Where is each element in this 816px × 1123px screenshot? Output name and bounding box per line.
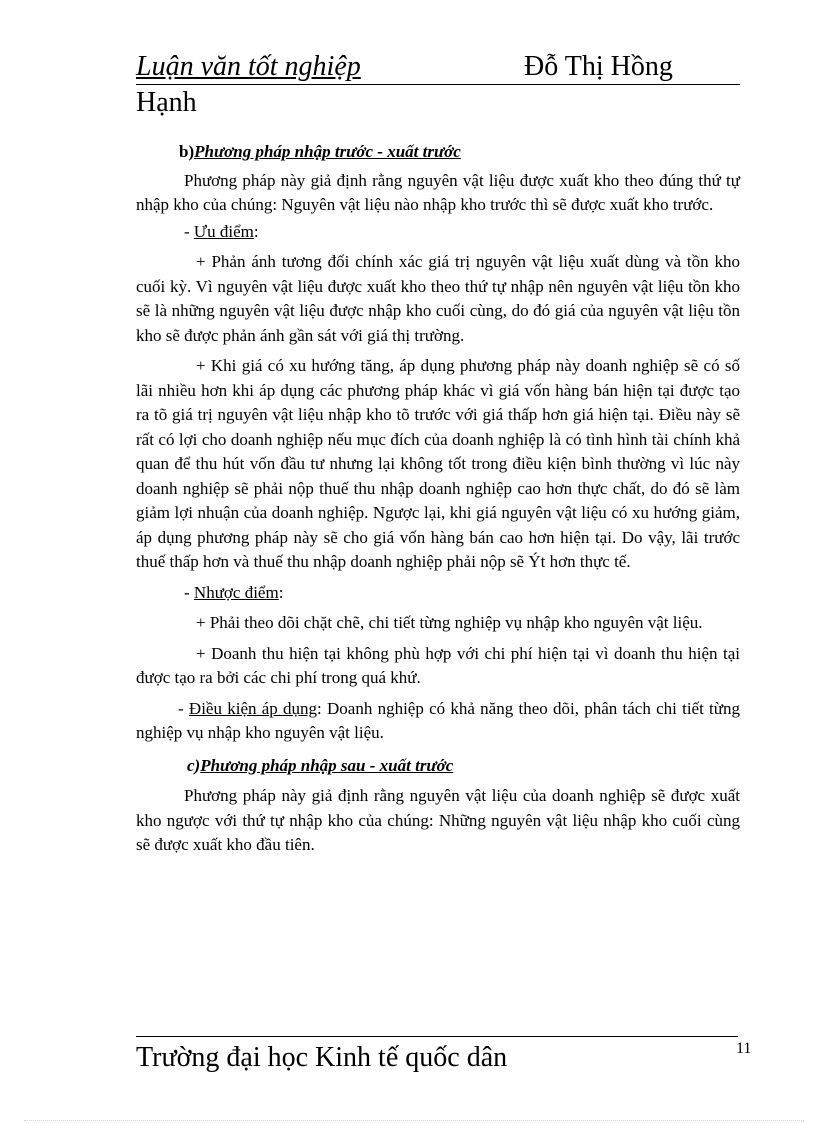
section-b-heading	[136, 140, 740, 165]
advantages-dash: -	[184, 221, 194, 241]
conditions-paragraph	[136, 697, 740, 746]
footer-divider	[136, 1036, 738, 1037]
advantages-label-text: Ưu điểm	[193, 221, 254, 241]
page-body	[136, 140, 740, 858]
section-c-prefix: c)	[187, 755, 201, 775]
author-name: Đỗ Thị Hồng	[524, 51, 673, 82]
conditions-text: : Doanh nghiệp có khả năng theo dõi, phân tách chi tiết từng nghiệp vụ nhập kho nguyên vật liệu.	[136, 698, 740, 742]
author-name-continued: Hạnh	[136, 87, 197, 118]
page-edge-dots	[24, 1120, 804, 1121]
advantages-colon: :	[253, 221, 259, 241]
disadvantages-colon: :	[278, 582, 284, 602]
disadvantage-1: + Phải theo dõi chặt chẽ, chi tiết từng nghiệp vụ nhập kho nguyên vật liệu.	[196, 613, 703, 632]
section-c-intro: Phương pháp này giả định rằng nguyên vật liệu của doanh nghiệp sẽ được xuất kho ngược với thứ tự nhập kho của chúng: Những nguyên vật liệu nhập kho cuối cùng sẽ được xuất kho đầu tiên.	[136, 786, 740, 854]
section-c-title: Phương pháp nhập sau - xuất trước	[200, 755, 454, 775]
advantages-label	[136, 220, 740, 245]
disadvantages-dash: -	[184, 582, 194, 602]
advantage-2: + Khi giá có xu hướng tăng, áp dụng phương pháp này doanh nghiệp sẽ có số lãi nhiều hơn khi áp dụng các phương pháp khác vì giá vốn hàng bán hiện tại được tạo ra tõ giá trị nguyên vật liệu nhập kho tõ trước với giá thấp hơn giá hiện tại. Điều này sẽ rất có lợi cho doanh nghiệp nếu mục đích của doanh nghiệp là có tình hình tài chính khả quan để thu hút vốn đầu tư nhưng lại không tốt trong điều kiện bình thường vì lúc này doanh nghiệp sẽ phải nộp thuế thu nhập doanh nghiệp cao hơn thực chất, do đó sẽ làm giảm lợi nhuận của doanh nghiệp. Ngược lại, khi giá nguyên vật liệu có xu hướng giảm, áp dụng phương pháp này sẽ cho giá vốn hàng bán cao hơn hiện tại. Do vậy, lãi trước thuế thấp hơn và thuế thu nhập doanh nghiệp phải nộp sẽ Ýt hơn thực tế.	[136, 356, 740, 571]
disadvantages-label-text: Nhược điểm	[193, 582, 279, 602]
page-header	[136, 48, 740, 85]
disadvantages-label	[136, 581, 740, 606]
section-b-title: Phương pháp nhập trước - xuất trước	[194, 142, 461, 161]
section-c-heading	[136, 754, 740, 779]
section-b-intro: Phương pháp này giả định rằng nguyên vật liệu được xuất kho theo đúng thứ tự nhập kho của chúng: Nguyên vật liệu nào nhập kho trước thì sẽ được xuất kho trước.	[136, 170, 740, 214]
thesis-title: Luận văn tốt nghiệp	[136, 51, 361, 82]
conditions-dash: -	[178, 698, 189, 718]
footer-school: Trường đại học Kinh tế quốc dân	[136, 1042, 508, 1073]
page-number: 11	[736, 1040, 752, 1057]
section-b-prefix: b)	[179, 142, 195, 161]
conditions-label: Điều kiện áp dụng	[188, 698, 318, 718]
disadvantage-2: + Doanh thu hiện tại không phù hợp với chi phí hiện tại vì doanh thu hiện tại được tạo ra bởi các chi phí trong quá khứ.	[136, 643, 740, 687]
advantage-1: + Phản ánh tương đối chính xác giá trị nguyên vật liệu xuất dùng và tồn kho cuối kỳ. Vì nguyên vật liệu được xuất kho theo thứ tự nhập nên nguyên vật liệu tồn kho sẽ là những nguyên vật liệu được nhập kho cuối cùng, do đó giá của nguyên vật liệu tồn kho sẽ được phản ánh gần sát với giá thị trường.	[136, 252, 740, 345]
